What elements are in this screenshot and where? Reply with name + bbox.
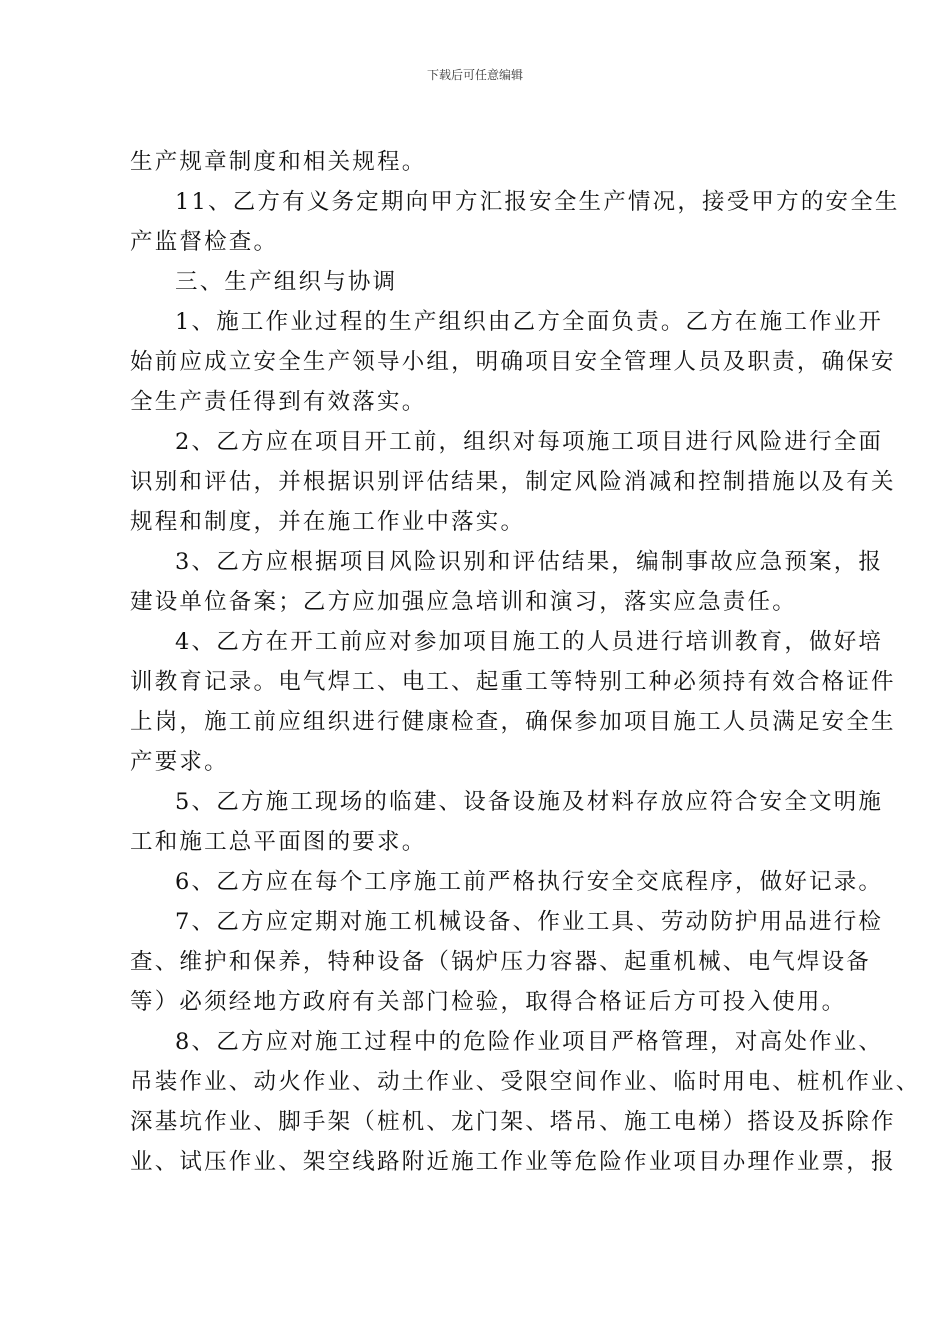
paragraph — [130, 782, 884, 862]
text-line: 吊装作业、动火作业、动土作业、受限空间作业、临时用电、桩机作业、 — [130, 1069, 921, 1095]
text-line: 查、维护和保养，特种设备（锅炉压力容器、起重机械、电气焊设备 — [130, 949, 872, 975]
paragraph — [130, 302, 896, 422]
text-line: 产监督检查。 — [130, 229, 279, 255]
paragraph — [130, 862, 884, 902]
paragraph — [130, 182, 900, 262]
paragraph — [130, 622, 896, 782]
text-line: 1、施工作业过程的生产组织由乙方全面负责。乙方在施工作业开 — [175, 309, 884, 335]
text-line: 训教育记录。电气焊工、电工、起重工等特别工种必须持有效合格证件 — [130, 669, 896, 695]
text-line: 2、乙方应在项目开工前，组织对每项施工项目进行风险进行全面 — [175, 429, 884, 455]
text-line: 3、乙方应根据项目风险识别和评估结果，编制事故应急预案，报 — [175, 549, 884, 575]
text-line: 深基坑作业、脚手架（桩机、龙门架、塔吊、施工电梯）搭设及拆除作 — [130, 1109, 896, 1135]
paragraph — [130, 1022, 921, 1182]
text-line: 建设单位备案；乙方应加强应急培训和演习，落实应急责任。 — [130, 589, 797, 615]
paragraph — [130, 142, 822, 182]
text-line: 业、试压作业、架空线路附近施工作业等危险作业项目办理作业票，报 — [130, 1149, 896, 1175]
document-body — [130, 142, 921, 1182]
text-line: 生产规章制度和相关规程。 — [130, 149, 427, 175]
paragraph — [130, 542, 884, 622]
text-line: 产要求。 — [130, 749, 229, 775]
text-line: 4、乙方在开工前应对参加项目施工的人员进行培训教育，做好培 — [175, 629, 884, 655]
text-line: 始前应成立安全生产领导小组，明确项目安全管理人员及职责，确保安 — [130, 349, 896, 375]
text-line: 11、乙方有义务定期向甲方汇报安全生产情况，接受甲方的安全生 — [175, 189, 900, 215]
page-header: 下载后可任意编辑 — [426, 68, 523, 82]
text-line: 8、乙方应对施工过程中的危险作业项目严格管理，对高处作业、 — [175, 1029, 884, 1055]
text-line: 识别和评估，并根据识别评估结果，制定风险消减和控制措施以及有关 — [130, 469, 896, 495]
text-line: 工和施工总平面图的要求。 — [130, 829, 427, 855]
text-line: 三、生产组织与协调 — [175, 269, 398, 295]
text-line: 6、乙方应在每个工序施工前严格执行安全交底程序，做好记录。 — [175, 869, 884, 895]
text-line: 5、乙方施工现场的临建、设备设施及材料存放应符合安全文明施 — [175, 789, 884, 815]
section-heading — [130, 262, 822, 302]
paragraph — [130, 422, 896, 542]
text-line: 规程和制度，并在施工作业中落实。 — [130, 509, 526, 535]
paragraph — [130, 902, 884, 1022]
text-line: 等）必须经地方政府有关部门检验，取得合格证后方可投入使用。 — [130, 989, 847, 1015]
text-line: 全生产责任得到有效落实。 — [130, 389, 427, 415]
text-line: 7、乙方应定期对施工机械设备、作业工具、劳动防护用品进行检 — [175, 909, 884, 935]
text-line: 上岗，施工前应组织进行健康检查，确保参加项目施工人员满足安全生 — [130, 709, 896, 735]
